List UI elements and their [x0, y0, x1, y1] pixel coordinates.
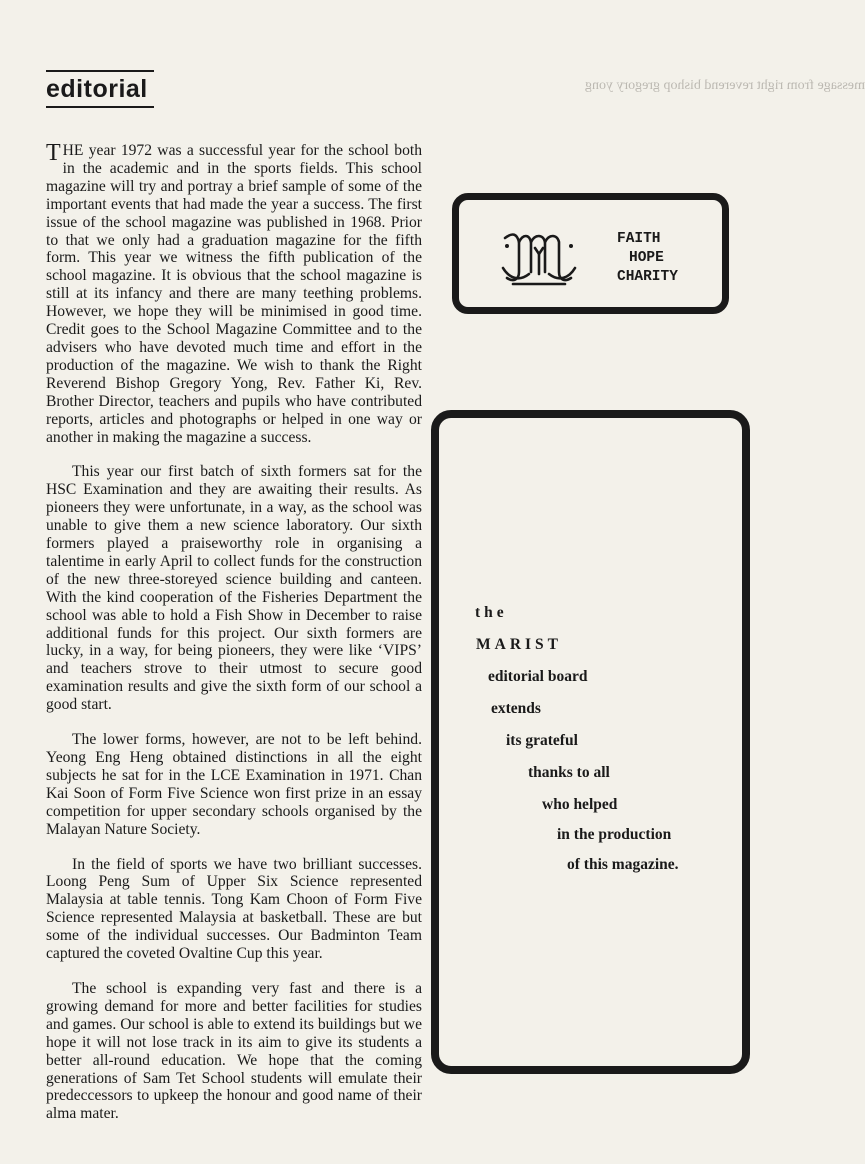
thanks-line-8: in the production: [557, 826, 672, 843]
editorial-paragraph-3: The lower forms, however, are not to be left behind. Yeong Eng Heng obtained distinctions in all the eight subjects he sat for in the LCE Examination in 1971. Chan Kai Soon of Form Five Science won first prize in an essay competition for upper secondary schools organised by the Malayan Nature Society.: [46, 731, 422, 838]
school-motto: [617, 230, 678, 287]
editorial-column: [46, 142, 422, 1140]
motto-hope: HOPE: [629, 250, 664, 266]
school-emblem-box: [452, 193, 729, 314]
editorial-paragraph-4: In the field of sports we have two brilliant successes. Loong Peng Sum of Upper Six Science represented Malaysia at table tennis. Tong Kam Choon of Form Five Science represented Malaysia at basketball. These are but some of the individual successes. Our Badminton Team captured the coveted Ovaltine Cup this year.: [46, 855, 422, 963]
bleed-through-header: message from right reverend bishop gregory yong: [585, 78, 865, 93]
editorial-paragraph-2: This year our first batch of sixth formers sat for the HSC Examination and they are awaiting their results. As pioneers they were unfortunate, in a way, as the school was unable to give them a new science laboratory. Our sixth formers played a praiseworthy role in organising a talentime in early April to collect funds for the construction of the new three-storeyed science building and canteen. With the kind cooperation of the Fisheries Department the school was able to hold a Fish Show in December to raise additional funds for this project. Our sixth formers are lucky, in a way, for being pioneers, they were like ‘VIPS’ and teachers strove to their utmost to secure good examination results and give the sixth form of our school a good start.: [46, 463, 422, 714]
thanks-line-3: editorial board: [488, 668, 588, 685]
thanks-line-7: who helped: [542, 796, 618, 813]
heading-rule-top: [46, 70, 154, 72]
thanks-line-2: MARIST: [476, 636, 563, 653]
motto-faith: FAITH: [617, 231, 661, 247]
editorial-paragraph-1: THE year 1972 was a successful year for the school both in the academic and in the sports fields. This school magazine will try and portray a brief sample of some of the important events that had made the year a success. The first issue of the school magazine was published in 1968. Prior to that we only had a graduation magazine for the fifth form. This year we witness the fifth publication of the school magazine. It is obvious that the school magazine is still at its infancy and there are many teething problems. However, we hope they will be minimised in good time. Credit goes to the School Magazine Committee and to the advisers who have devoted much time and effort in the production of the magazine. We wish to thank the Right Reverend Bishop Gregory Yong, Rev. Father Ki, Rev. Brother Director, teachers and pupils who have contributed reports, articles and photographs or helped in one way or another in making the magazine a success.: [46, 140, 422, 446]
thanks-line-6: thanks to all: [528, 764, 610, 781]
motto-charity: CHARITY: [617, 269, 678, 285]
editorial-heading: [46, 70, 154, 108]
thanks-line-9: of this magazine.: [567, 856, 679, 873]
acknowledgement-box: [431, 410, 750, 1074]
thanks-line-4: extends: [491, 700, 541, 717]
editorial-paragraph-5: The school is expanding very fast and there is a growing demand for more and better facilities for studies and games. Our school is able to extend its buildings but we hope it will not lose track in its aim to give its students a better all-round education. We hope that the coming generations of Sam Tet School students will emulate their predeccessors to upkeep the honour and good name of their alma mater.: [46, 979, 422, 1123]
drop-cap: T: [46, 140, 61, 166]
thanks-line-1: the: [475, 604, 508, 621]
thanks-line-5: its grateful: [506, 732, 578, 749]
marist-monogram-icon: [499, 228, 579, 288]
heading-rule-bottom: [46, 106, 154, 108]
page-title: editorial: [46, 75, 148, 103]
